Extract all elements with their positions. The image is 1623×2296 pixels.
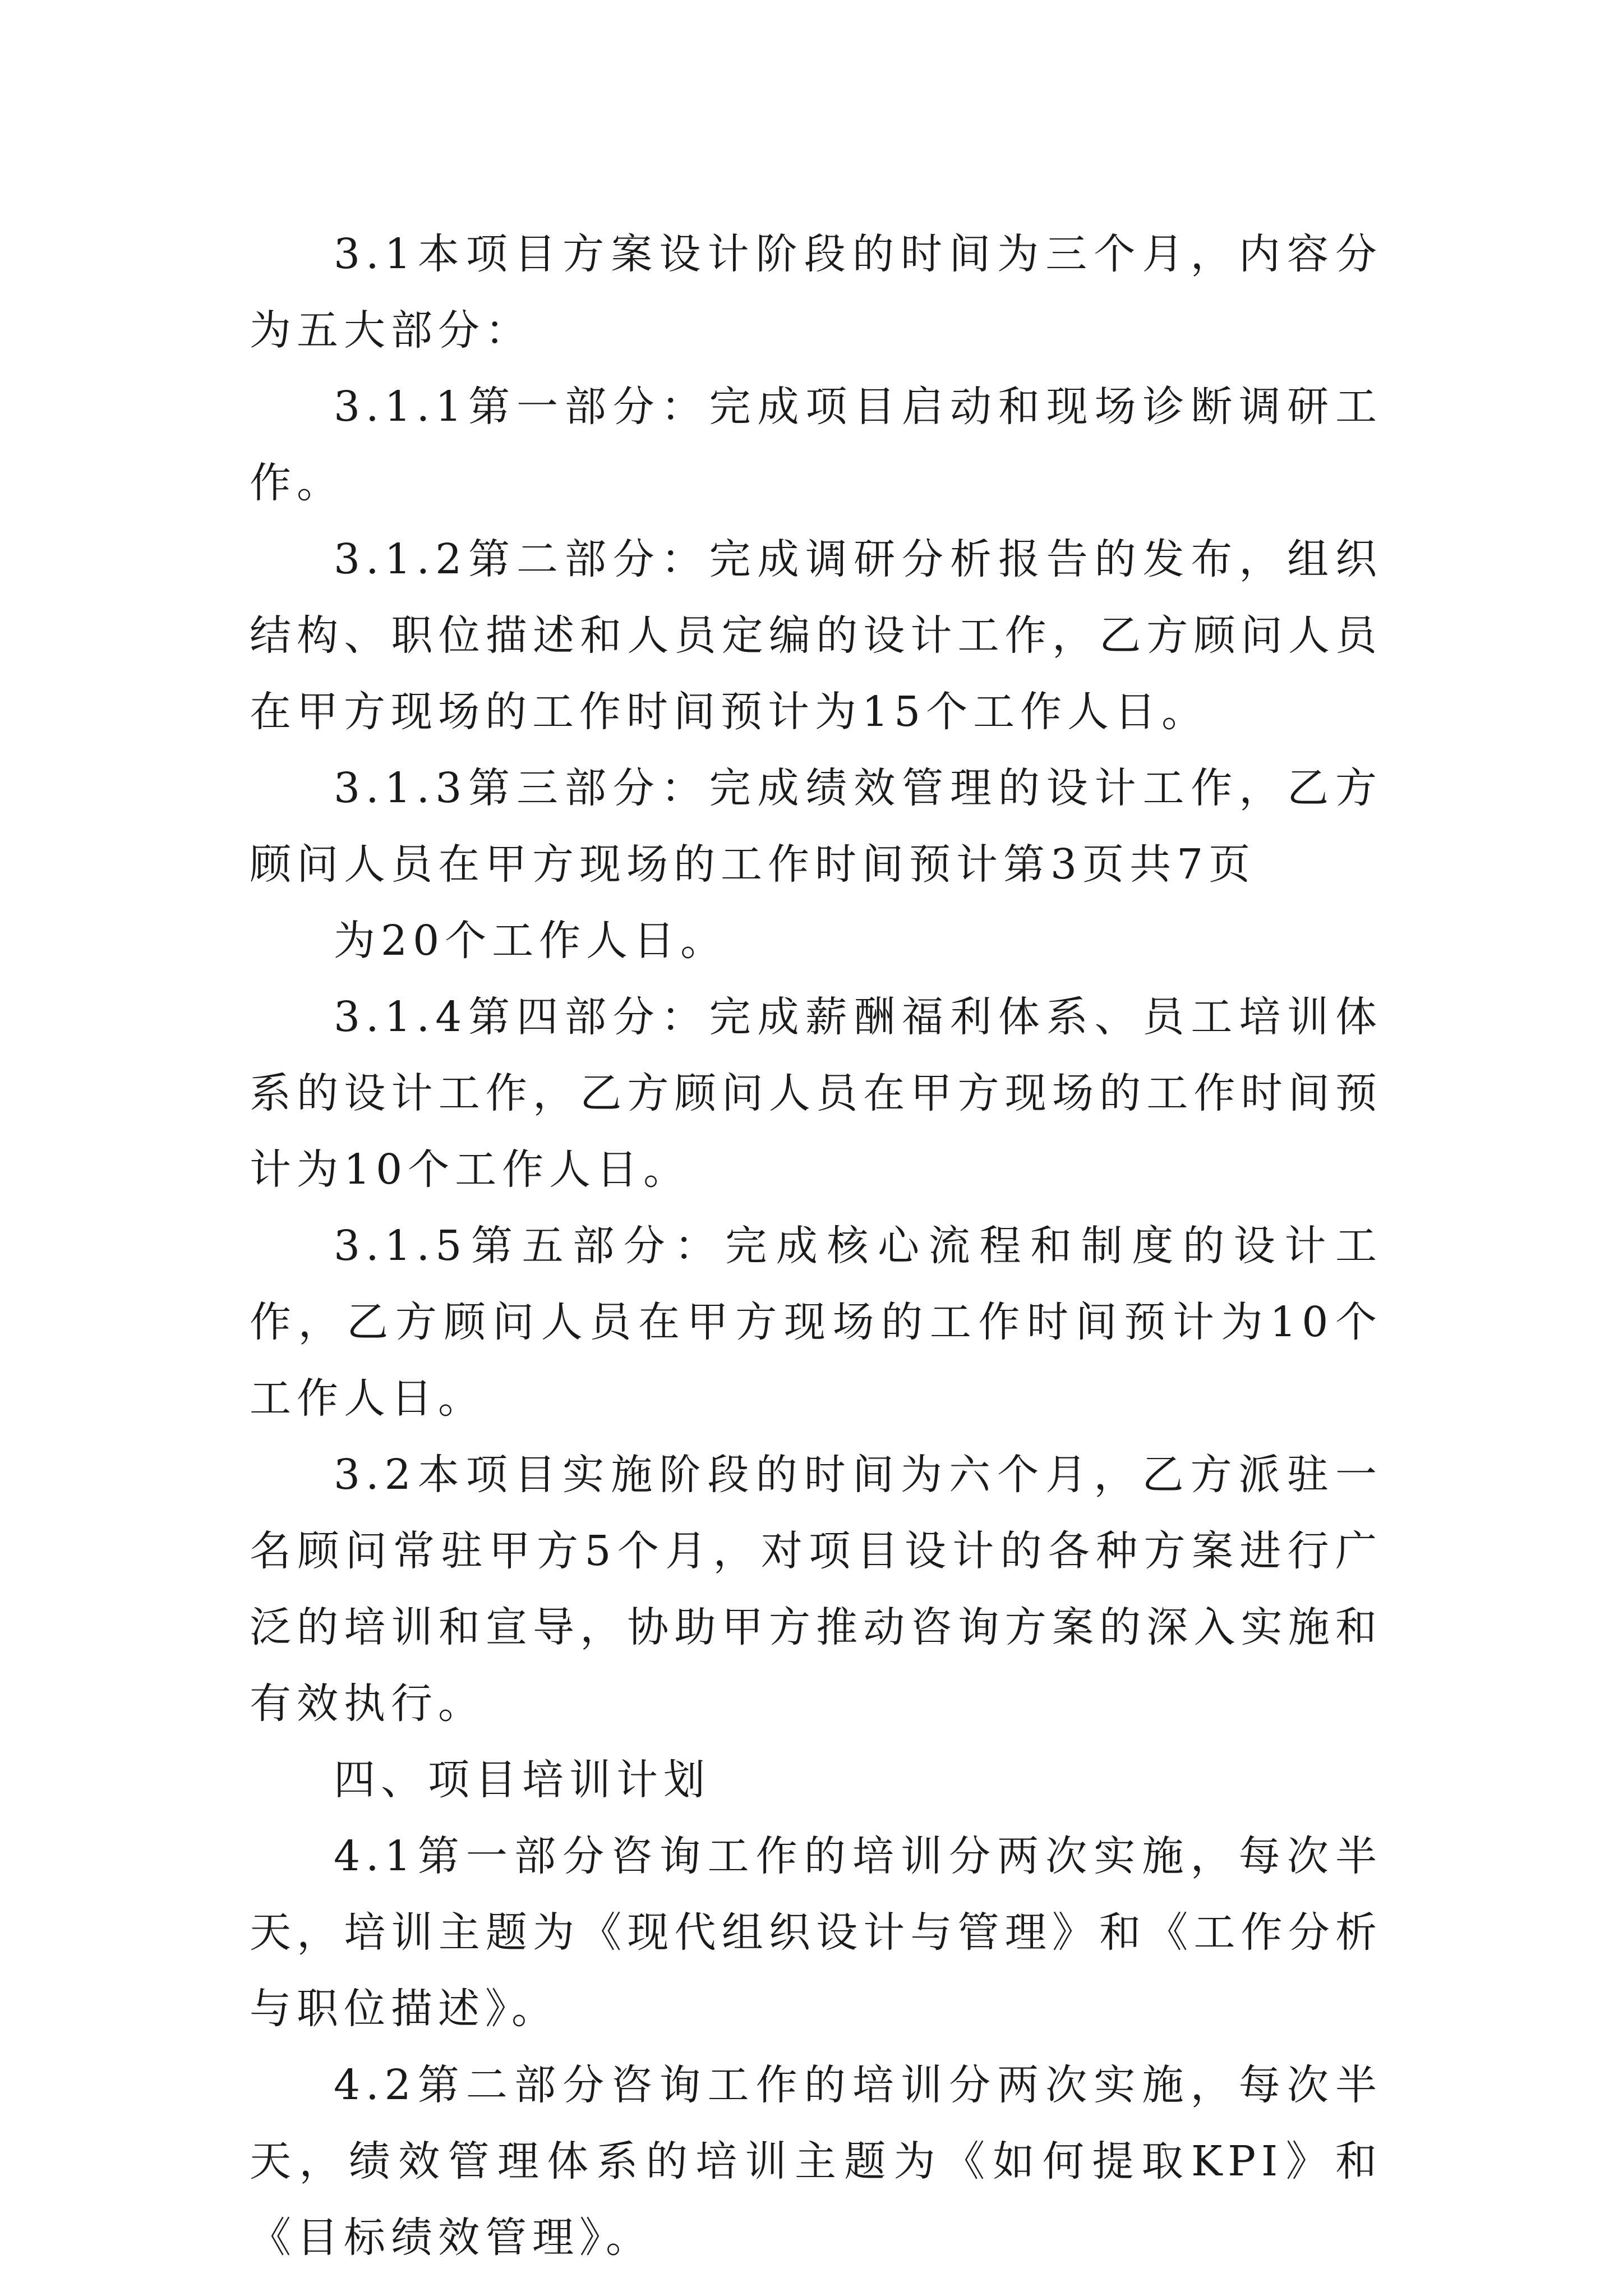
paragraph-3-1-2: 3.1.2第二部分：完成调研分析报告的发布，组织结构、职位描述和人员定编的设计工作，乙方顾问人员在甲方现场的工作时间预计为15个工作人日。 (250, 535, 1382, 736)
document-body (250, 216, 1382, 2276)
paragraph-3-1-5: 3.1.5第五部分：完成核心流程和制度的设计工作，乙方顾问人员在甲方现场的工作时间预计为10个工作人日。 (250, 1222, 1382, 1423)
paragraph-4-1: 4.1第一部分咨询工作的培训分两次实施，每次半天，培训主题为《现代组织设计与管理》和《工作分析与职位描述》。 (250, 1832, 1382, 2033)
paragraph-3-1-3-continued: 为20个工作人日。 (334, 917, 728, 965)
paragraph-3-1-4: 3.1.4第四部分：完成薪酬福利体系、员工培训体系的设计工作，乙方顾问人员在甲方现场的工作时间预计为10个工作人日。 (250, 993, 1382, 1194)
section-heading-training-plan: 四、项目培训计划 (334, 1756, 711, 1804)
paragraph-3-1-1: 3.1.1第一部分：完成项目启动和现场诊断调研工作。 (250, 383, 1382, 507)
paragraph-3-1: 3.1本项目方案设计阶段的时间为三个月，内容分为五大部分： (250, 230, 1382, 355)
paragraph-4-2: 4.2第二部分咨询工作的培训分两次实施，每次半天，绩效管理体系的培训主题为《如何提取KPI》和《目标绩效管理》。 (250, 2061, 1382, 2262)
paragraph-3-1-3: 3.1.3第三部分：完成绩效管理的设计工作，乙方顾问人员在甲方现场的工作时间预计第3页共7页 (250, 764, 1382, 889)
paragraph-3-2: 3.2本项目实施阶段的时间为六个月，乙方派驻一名顾问常驻甲方5个月，对项目设计的各种方案进行广泛的培训和宣导，协助甲方推动咨询方案的深入实施和有效执行。 (250, 1451, 1382, 1728)
